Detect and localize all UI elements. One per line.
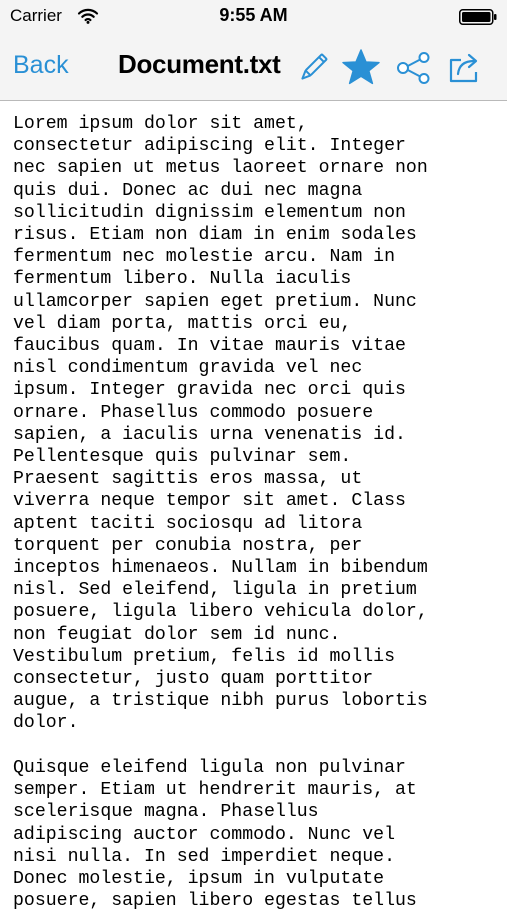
document-title: Document.txt — [118, 49, 281, 79]
document-body[interactable] — [0, 101, 507, 912]
pencil-icon[interactable] — [296, 51, 330, 85]
export-icon[interactable] — [447, 52, 483, 84]
status-time: 9:55 AM — [219, 5, 288, 25]
status-bar — [0, 0, 507, 34]
battery-icon — [459, 9, 497, 25]
share-icon[interactable] — [396, 52, 432, 84]
star-icon[interactable] — [341, 48, 381, 86]
navigation-bar — [0, 34, 507, 101]
carrier-label: Carrier — [10, 6, 62, 25]
back-button[interactable]: Back — [13, 51, 69, 79]
document-text[interactable]: Lorem ipsum dolor sit amet, consectetur adipiscing elit. Integer nec sapien ut metus laoreet ornare non quis dui. Donec ac dui nec magna sollicitudin dignissim elementum non risus. Etiam non diam in enim sodales fermentum nec molestie arcu. Nam in fermentum libero. Nulla iaculis ullamcorper sapien eget pretium. Nunc vel diam porta, mattis orci eu, faucibus quam. In vitae mauris vitae nisl condimentum gravida vel nec ipsum. Integer gravida nec orci quis ornare. Phasellus commodo posuere sapien, a iaculis urna venenatis id. Pellentesque quis pulvinar sem. Praesent sagittis eros massa, ut viverra neque tempor sit amet. Class aptent taciti sociosqu ad litora torquent per conubia nostra, per inceptos himenaeos. Nullam in bibendum nisl. Sed eleifend, ligula in pretium posuere, ligula libero vehicula dolor, non feugiat dolor sem id nunc. Vestibulum pretium, felis id mollis consectetur, justo quam porttitor augue, a tristique nibh purus lobortis dolor. Quisque eleifend ligula non pulvinar semper. Etiam ut hendrerit mauris, at scelerisque magna. Phasellus adipiscing auctor commodo. Nunc vel nisi nulla. In sed imperdiet neque. Donec molestie, ipsum in vulputate posuere, sapien libero egestas tellus — [13, 114, 428, 912]
